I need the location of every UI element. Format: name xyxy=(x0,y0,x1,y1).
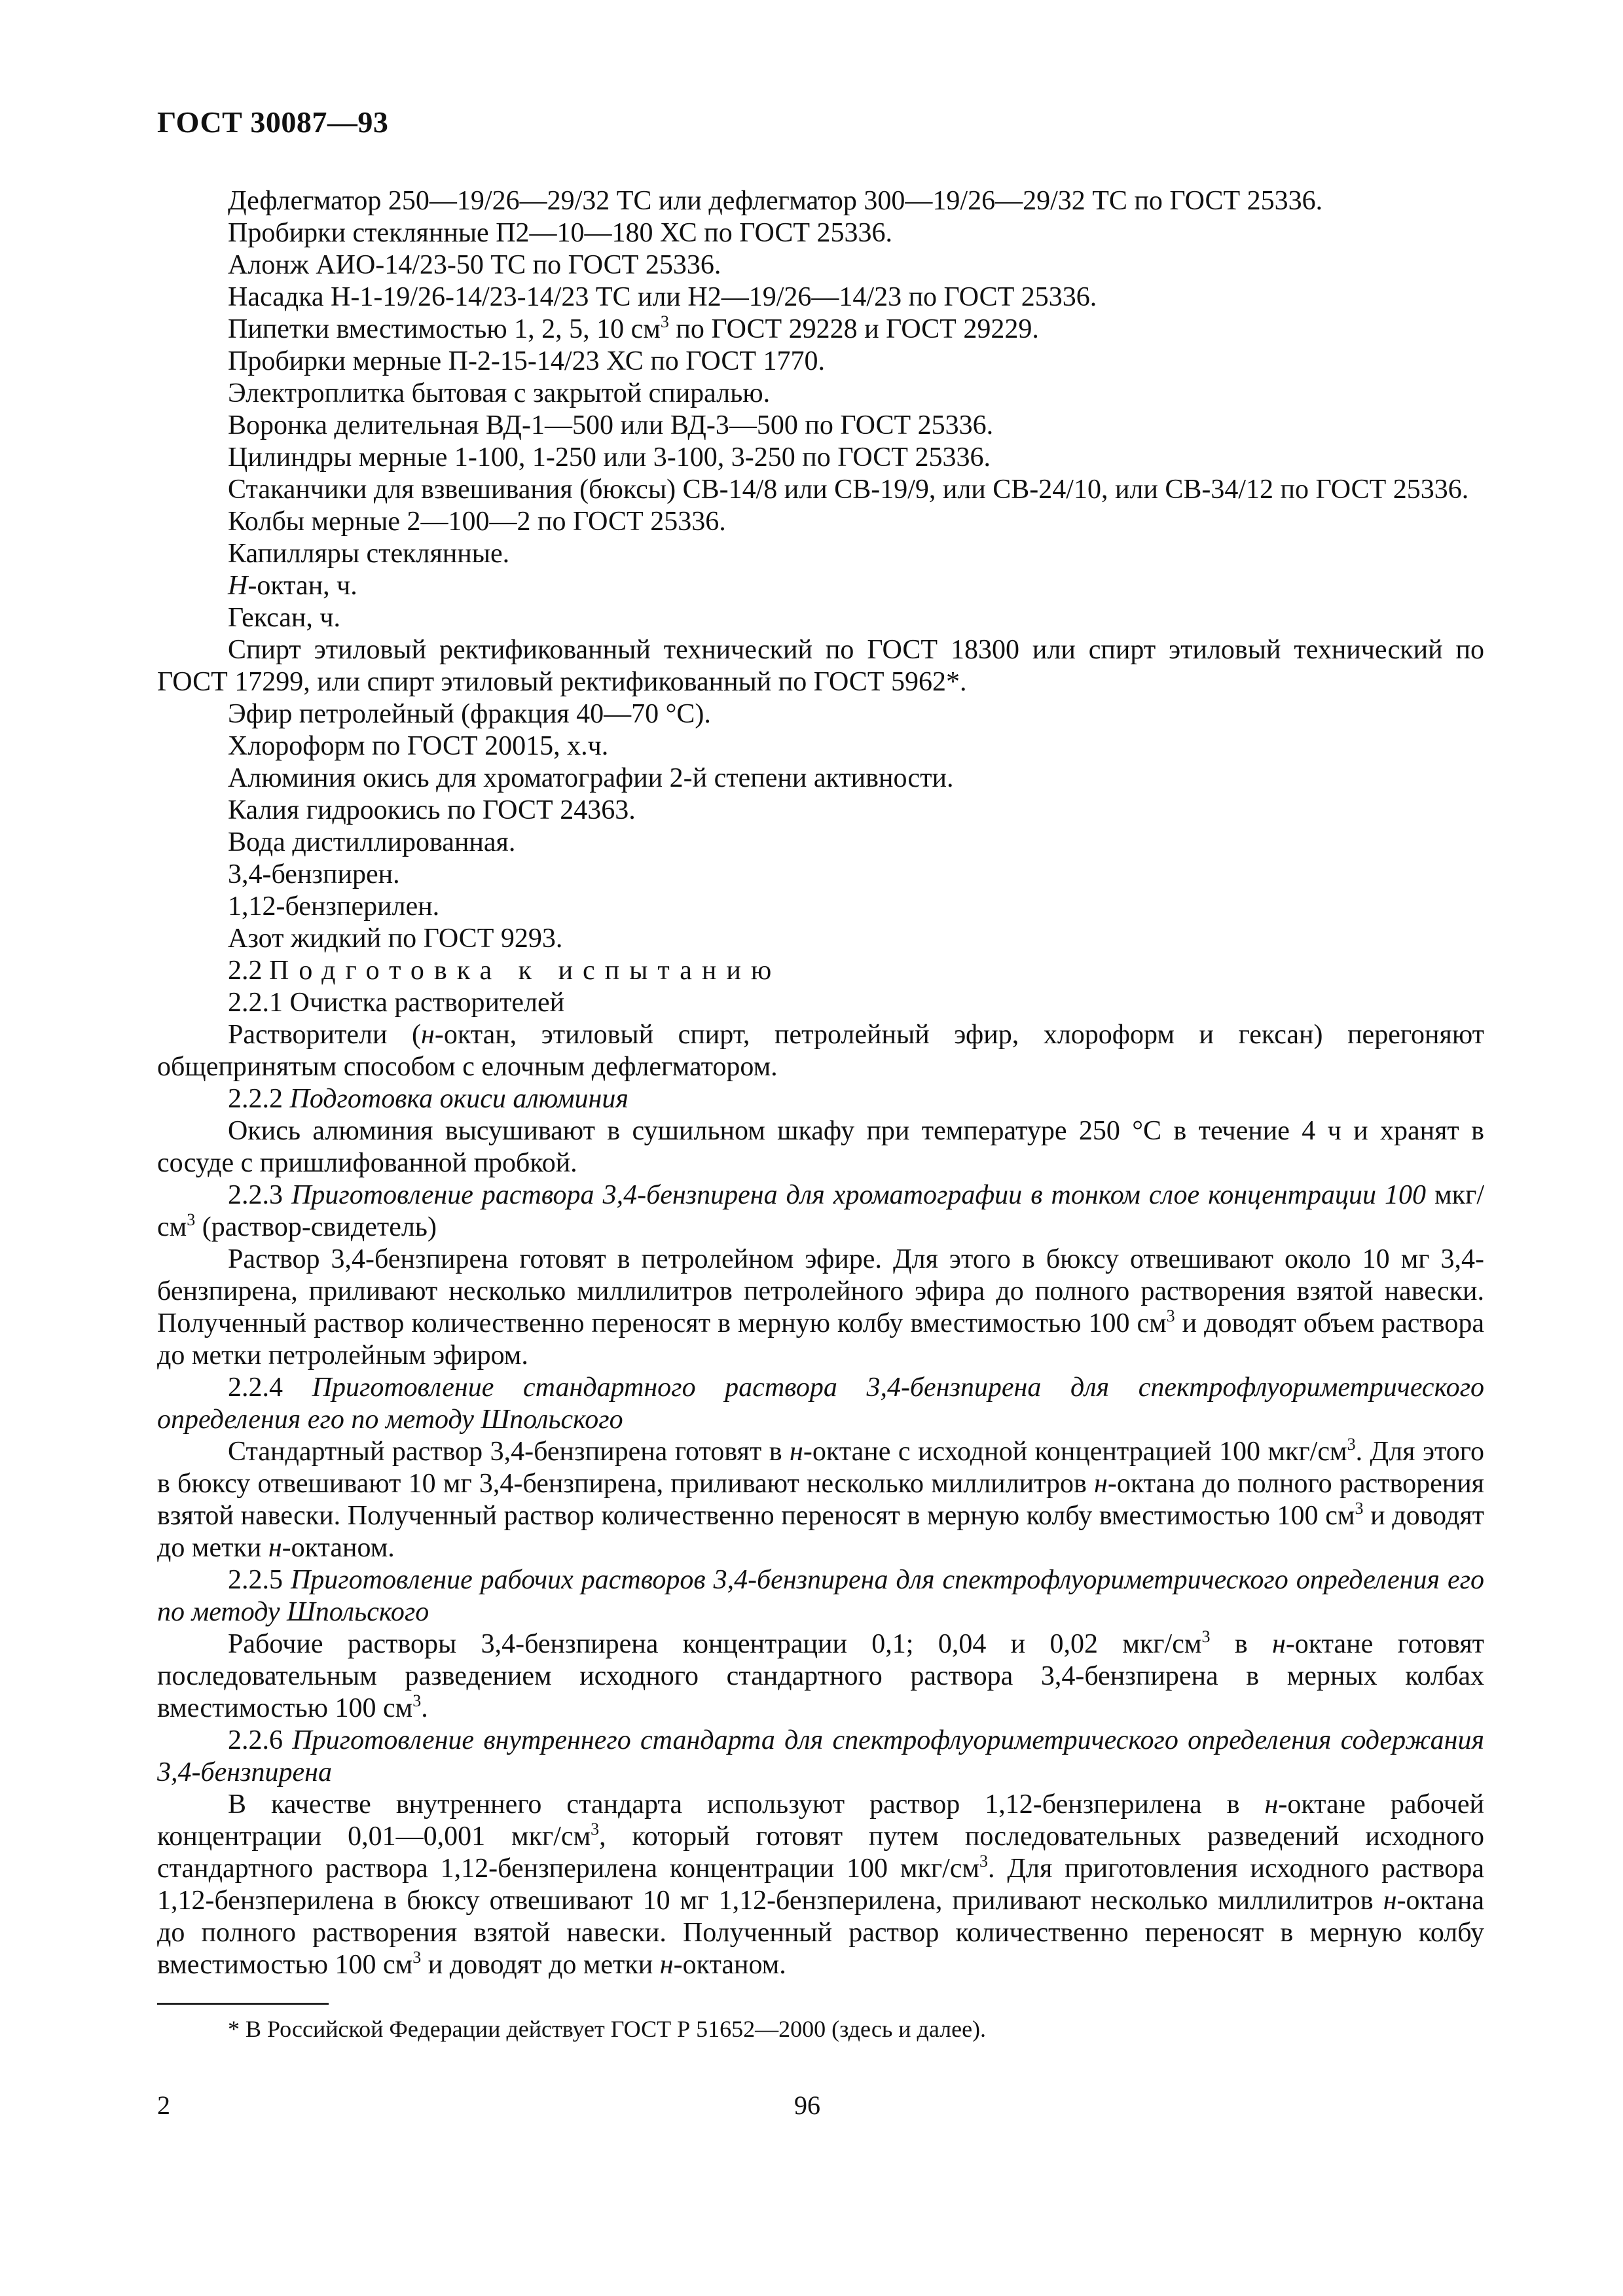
footnote: * В Российской Федерации действует ГОСТ Р 51652—2000 (здесь и далее). xyxy=(228,2016,987,2042)
italic-run: н xyxy=(1094,1469,1108,1499)
document-header: ГОСТ 30087—93 xyxy=(157,105,389,139)
superscript: 3 xyxy=(412,1948,422,1967)
text-run: , который готовят путем последовательных разведений исходного стандартного раствора 1,12-бензперилена концентрации 100 мкг/см xyxy=(157,1821,1484,1884)
text-run: -октане рабочей концентрации 0,01—0,001 мкг/см xyxy=(157,1789,1484,1852)
text-run: Стандартный раствор 3,4-бензпирена готовят в xyxy=(228,1437,790,1467)
text-run: по ГОСТ 29228 и ГОСТ 29229. xyxy=(668,314,1039,344)
text-run: . xyxy=(421,1693,428,1723)
section-number: 2.2.4 xyxy=(228,1372,312,1403)
italic-run: н xyxy=(790,1437,803,1467)
list-item: Пробирки стеклянные П2—10—180 ХС по ГОСТ 25336. xyxy=(228,218,892,248)
section-number: 2.2 xyxy=(228,956,269,986)
text-run: -октаном. xyxy=(673,1950,786,1980)
list-item: Алонж АИО-14/23-50 ТС по ГОСТ 25336. xyxy=(228,250,721,280)
list-item: Стаканчики для взвешивания (бюксы) СВ-14/8 или СВ-19/9, или СВ-24/10, или СВ-34/12 по ГОСТ 25336. xyxy=(228,475,1469,505)
italic-run: н xyxy=(1271,1629,1286,1659)
list-item: Эфир петролейный (фракция 40—70 °С). xyxy=(228,699,711,729)
section-heading-2-2 xyxy=(157,955,1484,987)
superscript: 3 xyxy=(660,312,669,331)
document-body xyxy=(157,185,1484,1981)
list-item: Дефлегматор 250—19/26—29/32 ТС или дефлегматор 300—19/26—29/32 ТС по ГОСТ 25336. xyxy=(228,186,1323,216)
text-run: -октана до полного растворения взятой навески. Полученный раствор количественно переносят в мерную колбу вместимостью 100 см xyxy=(157,1469,1484,1531)
section-heading-2-2-6 xyxy=(157,1725,1484,1789)
superscript: 3 xyxy=(1355,1499,1364,1518)
text-run: (раствор-свидетель) xyxy=(195,1212,437,1242)
paragraph xyxy=(157,1019,1484,1083)
italic-run: Н xyxy=(228,571,248,601)
text-run: В качестве внутреннего стандарта используют раствор 1,12-бензперилена в xyxy=(228,1789,1265,1820)
paragraph xyxy=(157,1789,1484,1981)
superscript: 3 xyxy=(187,1210,196,1229)
paragraph: Окись алюминия высушивают в сушильном шкафу при температуре 250 °С в течение 4 ч и хранят в сосуде с пришлифованной пробкой. xyxy=(157,1116,1484,1178)
italic-run: н xyxy=(268,1533,282,1563)
text-run: Раствор 3,4-бензпирена готовят в петролейном эфире. Для этого в бюксу отвешивают около 10 мг 3,4-бензпирена, приливают несколько миллилитров петролейного эфира до полного растворения взятой навески. Полученный раствор количественно переносят в мерную колбу вместимостью 100 см xyxy=(157,1244,1484,1338)
list-item: Цилиндры мерные 1-100, 1-250 или 3-100, 3-250 по ГОСТ 25336. xyxy=(228,442,991,473)
superscript: 3 xyxy=(591,1820,600,1839)
section-heading-2-2-4 xyxy=(157,1372,1484,1436)
list-item xyxy=(157,570,1484,602)
italic-run: н xyxy=(1264,1789,1279,1820)
text-run: -октане готовят последовательным разведением исходного стандартного раствора 3,4-бензпирена в мерных колбах вместимостью 100 см xyxy=(157,1629,1484,1723)
section-title: Подготовка окиси алюминия xyxy=(289,1084,629,1114)
text-run: -октаном. xyxy=(282,1533,395,1563)
text-run: -октане с исходной концентрацией 100 мкг/см xyxy=(803,1437,1347,1467)
superscript: 3 xyxy=(1201,1627,1211,1646)
section-title: Подготовка к испытанию xyxy=(269,956,782,986)
section-heading-2-2-1: 2.2.1 Очистка растворителей xyxy=(228,988,565,1018)
list-item: Калия гидроокись по ГОСТ 24363. xyxy=(228,795,636,825)
superscript: 3 xyxy=(1166,1306,1175,1325)
paragraph xyxy=(157,1244,1484,1372)
text-run: и доводят объем раствора до метки петролейным эфиром. xyxy=(157,1308,1484,1371)
list-item: Колбы мерные 2—100—2 по ГОСТ 25336. xyxy=(228,507,726,537)
section-heading-2-2-5 xyxy=(157,1564,1484,1628)
section-heading-2-2-2 xyxy=(157,1083,1484,1115)
text-run: Растворители ( xyxy=(228,1020,422,1050)
text-run: и доводят до метки xyxy=(421,1950,660,1980)
section-heading-2-2-3 xyxy=(157,1179,1484,1244)
list-item: 3,4-бензпирен. xyxy=(228,859,400,889)
superscript: 3 xyxy=(412,1691,422,1710)
paragraph xyxy=(157,1628,1484,1725)
text-run: мкг/см xyxy=(157,1180,1484,1242)
list-item: Спирт этиловый ректификованный технический по ГОСТ 18300 или спирт этиловый технический по ГОСТ 17299, или спирт этиловый ректификованный по ГОСТ 5962*. xyxy=(157,635,1484,697)
section-title: Приготовление стандартного раствора 3,4-бензпирена для спектрофлуориметрического определения его по методу Шпольского xyxy=(157,1372,1485,1435)
list-item: Электроплитка бытовая с закрытой спиралью. xyxy=(228,378,771,408)
section-title: Приготовление внутреннего стандарта для спектрофлуориметрического определения содержания 3,4-бензпирена xyxy=(157,1725,1484,1787)
list-item: 1,12-бензперилен. xyxy=(228,891,440,922)
text-run: -октан, ч. xyxy=(247,571,357,601)
superscript: 3 xyxy=(979,1852,988,1871)
text-run: -октан, этиловый спирт, петролейный эфир, хлороформ и гексан) перегоняют общепринятым способом с елочным дефлегматором. xyxy=(157,1020,1484,1082)
footnote-divider xyxy=(157,2003,329,2005)
italic-run: н xyxy=(659,1950,674,1980)
text-run: -октана до полного растворения взятой навески. Полученный раствор количественно переносят в мерную колбу вместимостью 100 см xyxy=(157,1886,1484,1980)
list-item: Пробирки мерные П-2-15-14/23 ХС по ГОСТ 1770. xyxy=(228,346,826,376)
list-item: Вода дистиллированная. xyxy=(228,827,516,857)
list-item: Капилляры стеклянные. xyxy=(228,539,510,569)
superscript: 3 xyxy=(1347,1435,1356,1454)
italic-run: н xyxy=(1383,1886,1397,1916)
text-run: Пипетки вместимостью 1, 2, 5, 10 см xyxy=(228,314,661,344)
section-number: 2.2.5 xyxy=(228,1565,291,1595)
list-item: Хлороформ по ГОСТ 20015, х.ч. xyxy=(228,731,609,761)
list-item: Гексан, ч. xyxy=(228,603,340,633)
section-title: Приготовление раствора 3,4-бензпирена для хроматографии в тонком слое концентрации 100 xyxy=(291,1180,1427,1210)
list-item: Алюминия окись для хроматографии 2-й степени активности. xyxy=(228,763,954,793)
section-number: 2.2.2 xyxy=(228,1084,290,1114)
section-number: 2.2.3 xyxy=(228,1180,292,1210)
text-run: . Для приготовления исходного раствора 1,12-бензперилена в бюксу отвешивают 10 мг 1,12-бензперилена, приливают несколько миллилитров xyxy=(157,1854,1485,1916)
list-item: Воронка делительная ВД-1—500 или ВД-3—500 по ГОСТ 25336. xyxy=(228,410,994,440)
paragraph xyxy=(157,1436,1484,1564)
text-run: Рабочие растворы 3,4-бензпирена концентрации 0,1; 0,04 и 0,02 мкг/см xyxy=(228,1629,1202,1659)
section-number: 2.2.6 xyxy=(228,1725,293,1755)
page-number: 2 xyxy=(157,2090,170,2120)
list-item: Азот жидкий по ГОСТ 9293. xyxy=(228,924,563,954)
text-run: в xyxy=(1210,1629,1272,1659)
sheet-number: 96 xyxy=(794,2090,820,2120)
text-run: . Для этого в бюксу отвешивают 10 мг 3,4-бензпирена, приливают несколько миллилитров xyxy=(157,1437,1484,1499)
section-title: Приготовление рабочих растворов 3,4-бензпирена для спектрофлуориметрического определения его по методу Шпольского xyxy=(157,1565,1485,1627)
list-item: Насадка Н-1-19/26-14/23-14/23 ТС или Н2—19/26—14/23 по ГОСТ 25336. xyxy=(228,282,1097,312)
text-run: и доводят до метки xyxy=(157,1501,1484,1563)
italic-run: н xyxy=(421,1020,435,1050)
list-item xyxy=(157,314,1484,346)
